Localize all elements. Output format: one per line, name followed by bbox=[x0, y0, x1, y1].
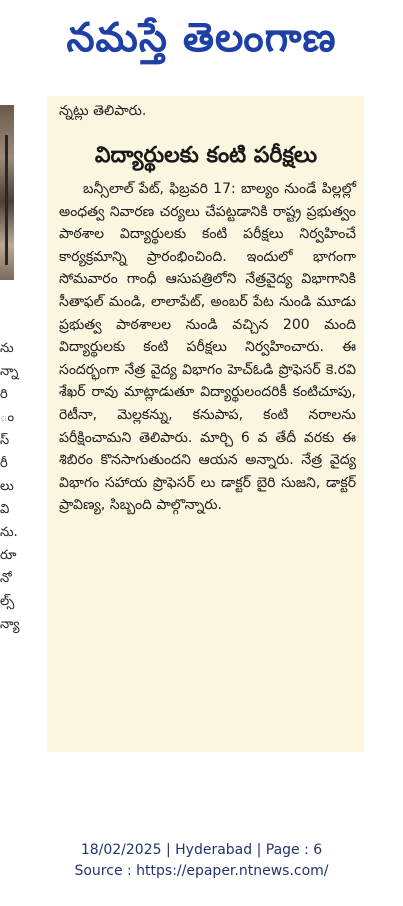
left-fragment: రూ bbox=[0, 548, 17, 563]
left-fragment: రి bbox=[0, 387, 8, 402]
photo-pole bbox=[5, 135, 8, 265]
left-fragment: వి bbox=[0, 502, 10, 517]
source-link[interactable]: Source : https://epaper.ntnews.com/ bbox=[74, 863, 329, 879]
left-fragment: న్నా bbox=[0, 364, 19, 379]
left-fragment: ల్స్ bbox=[0, 594, 15, 609]
article-headline: విద్యార్థులకు కంటి పరీక్షలు bbox=[94, 143, 318, 168]
left-fragment: రీ bbox=[0, 456, 8, 471]
article-body: బన్సీలాల్ పేట్, ఫిబ్రవరి 17: బాల్యం నుండే పిల్లల్లో అంధత్వ నివారణ చర్యలు చేపట్టడానికి రాష్ట్ర ప్రభుత్వం పాఠశాల విద్యార్థులకు కంటి పరీక్షలు నిర్వహించే కార్యక్రమాన్ని ప్రారంభించింది. ఇందులో భాగంగా సోమవారం గాంధీ ఆసుపత్రిలోని నేత్రవైద్య విభాగానికి సీతాఫల్ మండి, లాలాపేట్, అంబర్ పేట నుండి మూడు ప్రభుత్వ పాఠశాలల నుండి వచ్చిన 200 మంది విద్యార్థులకు కంటి పరీక్షలు నిర్వహించారు. ఈ సందర్భంగా నేత్ర వైద్య విభాగం హెచ్ఓడి ప్రొఫెసర్ కె.రవి శేఖర్ రావు మాట్లాడుతూ విద్యార్థులందరికీ కంటిచూపు, రెటీనా, మెల్లకన్ను, కనుపాప, కంటి నరాలను పరీక్షించామని తెలిపారు. మార్చి 6 వ తేదీ వరకు ఈ శిబిరం కొనసాగుతుందని ఆయన అన్నారు. నేత్ర వైద్య విభాగం సహాయ ప్రొఫెసర్ లు డాక్టర్ బైరి సుజని, డాక్టర్ ప్రావిణ్య, సిబ్బంది పాల్గొన్నారు. bbox=[59, 181, 356, 514]
edition-info: 18/02/2025 | Hyderabad | Page : 6 bbox=[80, 842, 323, 858]
page-footer bbox=[0, 840, 403, 882]
left-photo-fragment bbox=[0, 105, 14, 280]
left-fragment: స్ bbox=[0, 433, 10, 448]
left-fragment: ం bbox=[0, 410, 15, 425]
previous-article-tail: న్నట్లు తెలిపారు. bbox=[59, 103, 147, 119]
left-fragment: ను. bbox=[0, 525, 18, 540]
left-fragment: న్యా bbox=[0, 617, 20, 632]
masthead-title: నమస్తే తెలంగాణ bbox=[66, 15, 337, 61]
news-article bbox=[47, 96, 364, 752]
masthead bbox=[0, 0, 403, 80]
left-fragment: నో bbox=[0, 571, 12, 586]
left-fragment: లు bbox=[0, 479, 14, 494]
left-fragment: ను bbox=[0, 341, 14, 356]
